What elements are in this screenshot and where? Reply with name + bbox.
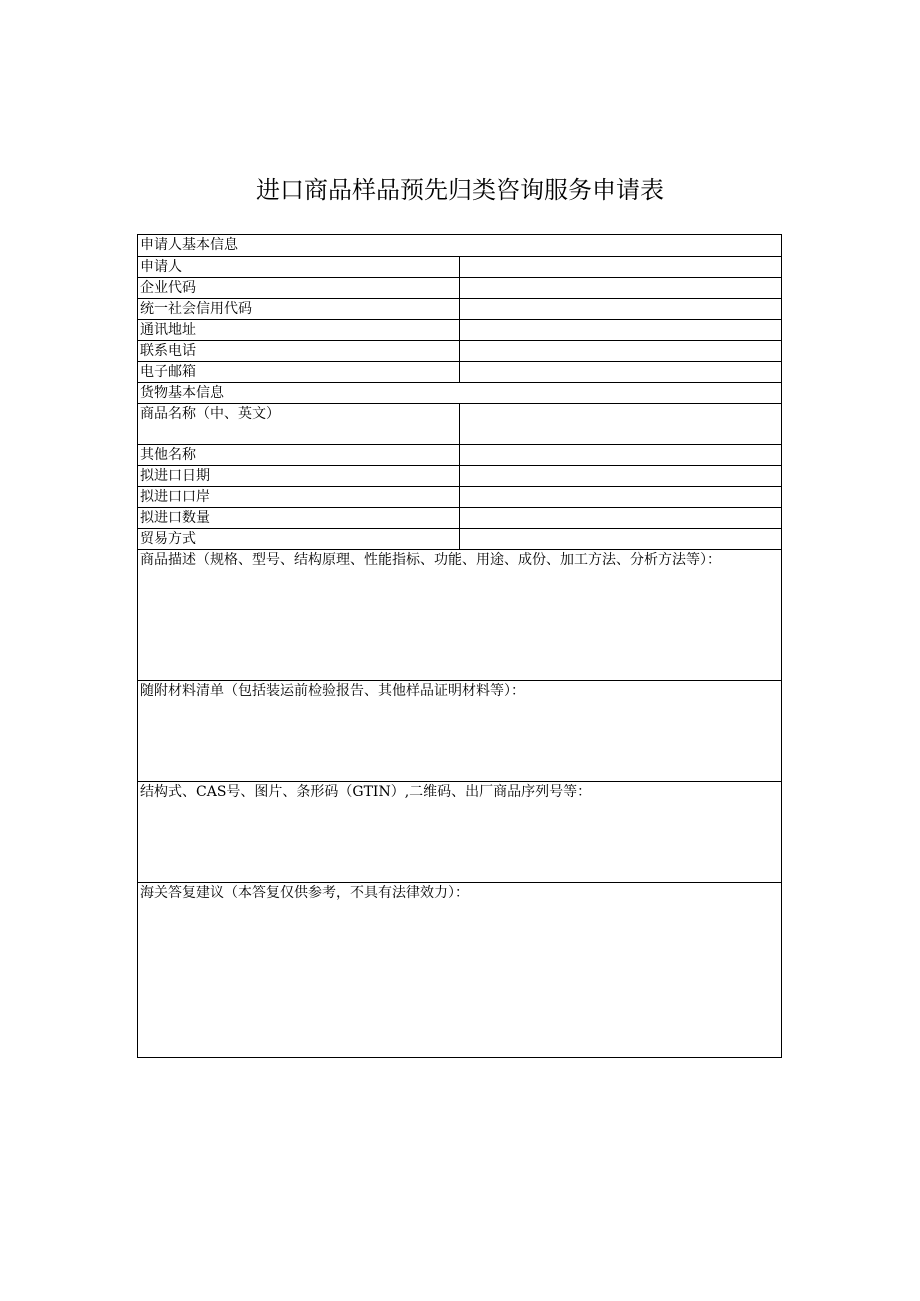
table-row bbox=[138, 404, 782, 445]
section-header-goods: 货物基本信息 bbox=[138, 383, 782, 404]
table-row bbox=[138, 883, 782, 1058]
table-row bbox=[138, 362, 782, 383]
field-value-phone[interactable] bbox=[460, 341, 782, 362]
field-label-credit-code: 统一社会信用代码 bbox=[138, 299, 460, 320]
field-label-import-quantity: 拟进口数量 bbox=[138, 508, 460, 529]
structure-info-area[interactable] bbox=[138, 782, 782, 883]
field-label-address: 通讯地址 bbox=[138, 320, 460, 341]
field-value-email[interactable] bbox=[460, 362, 782, 383]
phone-input[interactable] bbox=[462, 341, 779, 361]
applicant-input[interactable] bbox=[462, 257, 779, 277]
table-row bbox=[138, 445, 782, 466]
email-input[interactable] bbox=[462, 362, 779, 382]
table-row bbox=[138, 681, 782, 782]
field-value-product-name[interactable] bbox=[460, 404, 782, 445]
field-value-import-quantity[interactable] bbox=[460, 508, 782, 529]
section-header-applicant: 申请人基本信息 bbox=[138, 235, 782, 257]
field-label-trade-mode: 贸易方式 bbox=[138, 529, 460, 550]
import-quantity-input[interactable] bbox=[462, 508, 779, 528]
field-value-enterprise-code[interactable] bbox=[460, 278, 782, 299]
page-title: 进口商品样品预先归类咨询服务申请表 bbox=[256, 176, 664, 204]
section-row-applicant bbox=[138, 235, 782, 257]
field-value-import-date[interactable] bbox=[460, 466, 782, 487]
field-value-import-port[interactable] bbox=[460, 487, 782, 508]
field-label-phone: 联系电话 bbox=[138, 341, 460, 362]
customs-reply-area[interactable] bbox=[138, 883, 782, 1058]
customs-reply-label: 海关答复建议（本答复仅供参考，不具有法律效力）： bbox=[140, 885, 469, 901]
table-row bbox=[138, 782, 782, 883]
table-row bbox=[138, 341, 782, 362]
table-row bbox=[138, 278, 782, 299]
enterprise-code-input[interactable] bbox=[462, 278, 779, 298]
address-input[interactable] bbox=[462, 320, 779, 340]
field-label-email: 电子邮箱 bbox=[138, 362, 460, 383]
field-label-enterprise-code: 企业代码 bbox=[138, 278, 460, 299]
attached-materials-label: 随附材料清单（包括装运前检验报告、其他样品证明材料等）： bbox=[140, 683, 525, 699]
table-row bbox=[138, 466, 782, 487]
field-value-trade-mode[interactable] bbox=[460, 529, 782, 550]
trade-mode-input[interactable] bbox=[462, 529, 779, 549]
table-row bbox=[138, 529, 782, 550]
import-date-input[interactable] bbox=[462, 466, 779, 486]
table-row bbox=[138, 508, 782, 529]
application-form-table bbox=[137, 234, 782, 1058]
table-row bbox=[138, 320, 782, 341]
field-label-other-name: 其他名称 bbox=[138, 445, 460, 466]
field-value-credit-code[interactable] bbox=[460, 299, 782, 320]
table-row bbox=[138, 550, 782, 681]
field-label-import-date: 拟进口日期 bbox=[138, 466, 460, 487]
product-description-label: 商品描述（规格、型号、结构原理、性能指标、功能、用途、成份、加工方法、分析方法等）： bbox=[140, 552, 721, 568]
product-description-area[interactable] bbox=[138, 550, 782, 681]
table-row bbox=[138, 487, 782, 508]
field-label-product-name: 商品名称（中、英文） bbox=[138, 404, 460, 445]
product-name-input[interactable] bbox=[462, 404, 779, 444]
table-row bbox=[138, 257, 782, 278]
import-port-input[interactable] bbox=[462, 487, 779, 507]
section-row-goods bbox=[138, 383, 782, 404]
field-label-applicant: 申请人 bbox=[138, 257, 460, 278]
field-value-other-name[interactable] bbox=[460, 445, 782, 466]
credit-code-input[interactable] bbox=[462, 299, 779, 319]
table-row bbox=[138, 299, 782, 320]
other-name-input[interactable] bbox=[462, 445, 779, 465]
attached-materials-area[interactable] bbox=[138, 681, 782, 782]
field-label-import-port: 拟进口口岸 bbox=[138, 487, 460, 508]
structure-info-label: 结构式、CAS号、图片、条形码（GTIN）,二维码、出厂商品序列号等： bbox=[140, 784, 592, 800]
field-value-address[interactable] bbox=[460, 320, 782, 341]
field-value-applicant[interactable] bbox=[460, 257, 782, 278]
